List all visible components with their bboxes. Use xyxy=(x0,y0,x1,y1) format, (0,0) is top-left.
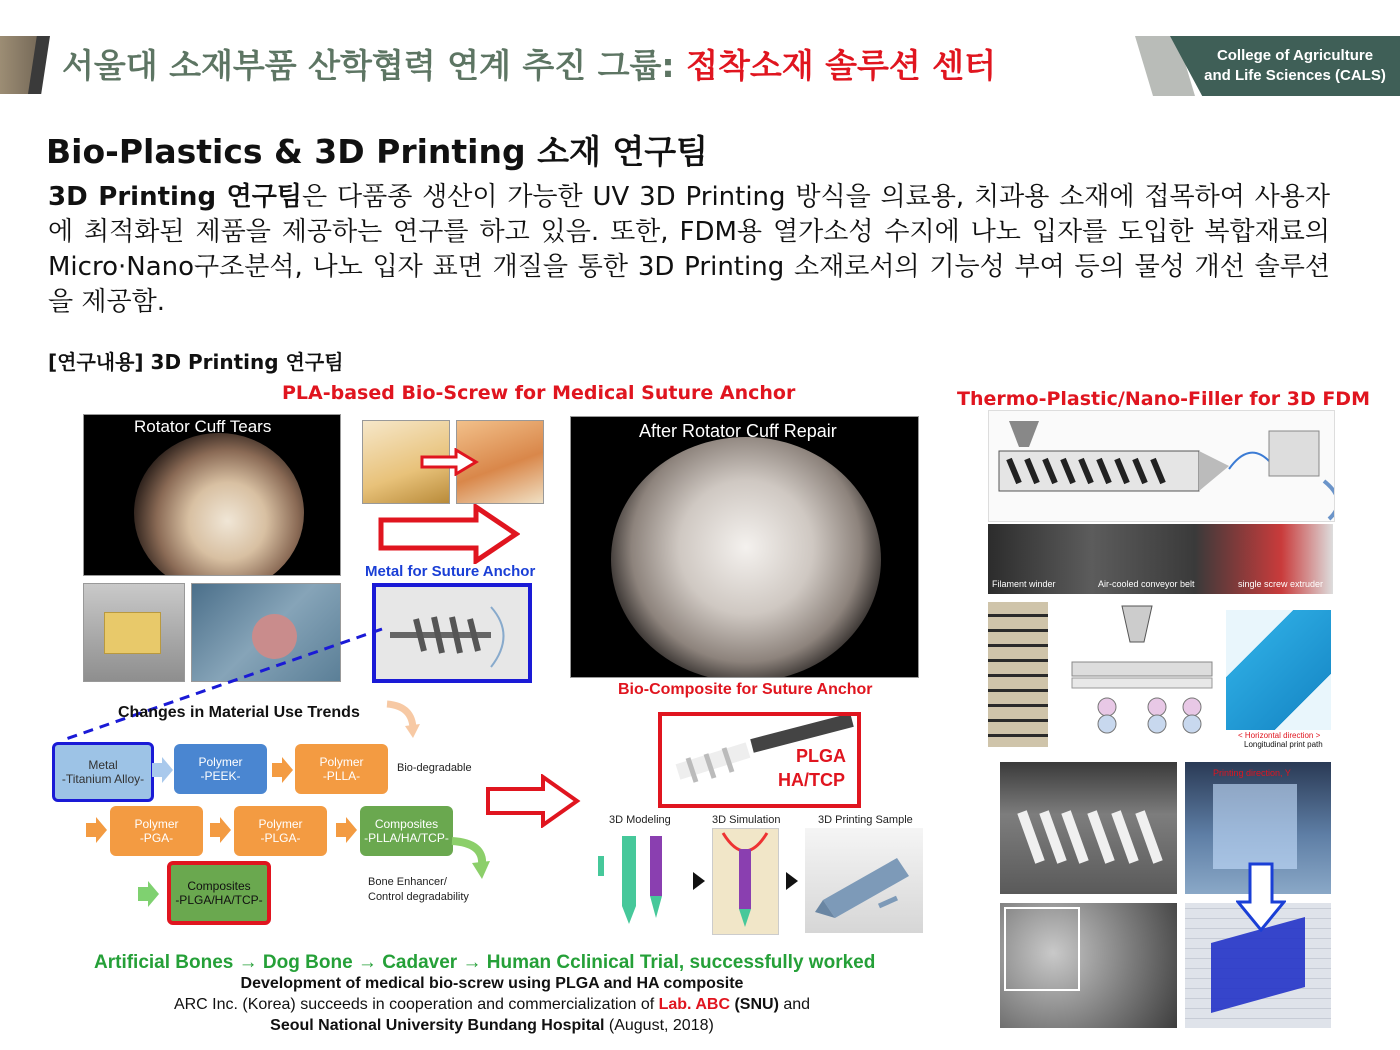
3d-modeling-image xyxy=(592,828,687,933)
research-subheading: [연구내용] 3D Printing 연구팀 xyxy=(48,350,344,374)
box-metal: Metal -Titanium Alloy- xyxy=(52,742,154,802)
bio-screw-title: PLA-based Bio-Screw for Medical Suture Anchor xyxy=(282,382,796,404)
filament-spools-photo xyxy=(988,602,1048,747)
conveyor-label: Air-cooled conveyor belt xyxy=(1098,579,1195,589)
simulation-icon xyxy=(713,829,778,934)
flow-arrow-icon xyxy=(210,817,232,843)
footer-line-4 xyxy=(42,1017,942,1035)
box-composites-plga: Composites -PLGA/HA/TCP- xyxy=(167,861,271,925)
flow-arrow-icon xyxy=(86,817,108,843)
longitudinal-label: Longitudinal print path xyxy=(1244,740,1323,749)
college-line-1: College of Agriculture xyxy=(1216,47,1374,64)
bio-degradable-label: Bio-degradable xyxy=(397,762,472,774)
model-screw-icon xyxy=(592,828,687,933)
specimens-icon xyxy=(1000,762,1177,894)
flow-arrow-icon xyxy=(152,757,174,783)
printed-screw-icon xyxy=(805,828,923,933)
footer-date: (August, 2018) xyxy=(604,1017,714,1034)
step-arrow-icon xyxy=(786,872,800,890)
footer-line-3b: and xyxy=(778,996,811,1013)
metal-anchor-label: Metal for Suture Anchor xyxy=(365,563,536,580)
step-sample-label: 3D Printing Sample xyxy=(818,814,913,826)
extruder-label: single screw extruder xyxy=(1238,579,1324,589)
filament-winder-label: Filament winder xyxy=(992,579,1056,589)
flow-arrow-icon xyxy=(272,757,294,783)
college-line-2: and Life Sciences (CALS) xyxy=(1204,67,1386,84)
metal-screw-icon xyxy=(376,587,528,679)
3d-printing-sample-photo xyxy=(805,828,923,933)
rotator-cuff-tears-photo xyxy=(83,414,341,576)
footer-line-3a: ARC Inc. (Korea) succeeds in cooperation and commercialization of xyxy=(173,996,659,1013)
big-red-arrow-icon xyxy=(378,504,520,564)
after-repair-label: After Rotator Cuff Repair xyxy=(639,421,837,441)
curved-orange-arrow-icon xyxy=(383,700,423,740)
footer-snu: (SNU) xyxy=(730,996,779,1013)
page-title-prefix: 서울대 소재부품 산학협력 연계 추진 그룹: xyxy=(62,46,687,85)
rotator-cuff-tears-label: Rotator Cuff Tears xyxy=(134,417,272,436)
box-pga: Polymer -PGA- xyxy=(110,806,203,856)
bone-enhancer-label-1: Bone Enhancer/ xyxy=(368,876,447,888)
curved-green-arrow-icon xyxy=(448,835,493,885)
print-path-diagram xyxy=(1226,610,1331,730)
extruder-diagram-icon xyxy=(989,411,1334,521)
fdm-title: Thermo-Plastic/Nano-Filler for 3D FDM xyxy=(957,388,1370,410)
small-red-arrow-icon xyxy=(420,448,480,476)
3d-simulation-image xyxy=(712,828,779,935)
printing-direction-label: Printing direction, Y xyxy=(1213,768,1291,778)
flow-arrow-icon xyxy=(336,817,358,843)
intro-paragraph xyxy=(48,180,1330,320)
step-arrow-icon xyxy=(693,872,707,890)
metal-anchor-photo xyxy=(372,583,532,683)
extruder-diagram xyxy=(988,410,1335,522)
sem-image xyxy=(1000,903,1177,1028)
flow-arrow-icon xyxy=(138,881,160,907)
intro-bold-lead: 3D Printing 연구팀 xyxy=(48,182,303,212)
section-title: Bio-Plastics & 3D Printing 소재 연구팀 xyxy=(46,132,708,171)
ha-tcp-label: HA/TCP xyxy=(778,770,845,790)
footer-lab-name: Lab. ABC xyxy=(658,996,731,1013)
footer-hospital: Seoul National University Bundang Hospital xyxy=(270,1017,605,1034)
trial-progress-line: Artificial Bones → Dog Bone → Cadaver → Human Cclinical Trial, successfully worked xyxy=(94,952,876,973)
horizontal-direction-label: < Horizontal direction > xyxy=(1238,731,1321,740)
plga-label: PLGA xyxy=(796,746,847,766)
box-composites-plla: Composites -PLLA/HA/TCP- xyxy=(360,806,453,856)
footer-line-3 xyxy=(42,996,942,1014)
fdm-nozzle-diagram xyxy=(1052,602,1222,747)
page-title xyxy=(62,40,996,87)
intro-text: 은 다품종 생산이 가능한 UV 3D Printing 방식을 의료용, 치과용 소재에 접목하여 사용자에 최적화된 제품을 제공하는 연구를 하고 있음. 또한, FDM용 열가소성 수지에 나노 입자를 도입한 복합재료의 Micro·Nano구조분석, 나노 입자 표면 개질을 통한 3D Printing 소재로서의 기능성 부여 등의 물성 개선 솔루션을 제공함. xyxy=(48,182,1331,317)
bio-composite-label: Bio-Composite for Suture Anchor xyxy=(618,681,873,698)
bio-composite-box xyxy=(658,712,861,808)
box-plla: Polymer -PLLA- xyxy=(295,744,388,794)
bone-enhancer-label-2: Control degradability xyxy=(368,891,469,903)
box-peek: Polymer -PEEK- xyxy=(174,744,267,794)
box-plga: Polymer -PLGA- xyxy=(234,806,327,856)
college-badge-text xyxy=(1190,46,1400,86)
down-arrow-icon xyxy=(1236,862,1286,932)
printed-specimens-photo xyxy=(1000,762,1177,894)
extrusion-line-photo xyxy=(988,524,1333,594)
step-modeling-label: 3D Modeling xyxy=(609,814,671,826)
dashed-connector xyxy=(60,625,390,745)
page-title-highlight: 접착소재 솔루션 센터 xyxy=(686,46,996,85)
step-simulation-label: 3D Simulation xyxy=(712,814,781,826)
footer-line-2: Development of medical bio-screw using PLGA and HA composite xyxy=(240,975,744,992)
nozzle-diagram-icon xyxy=(1052,602,1222,747)
flow-to-composite-arrow-icon xyxy=(485,774,581,828)
after-repair-photo xyxy=(570,416,919,678)
trends-title: Changes in Material Use Trends xyxy=(118,704,360,721)
